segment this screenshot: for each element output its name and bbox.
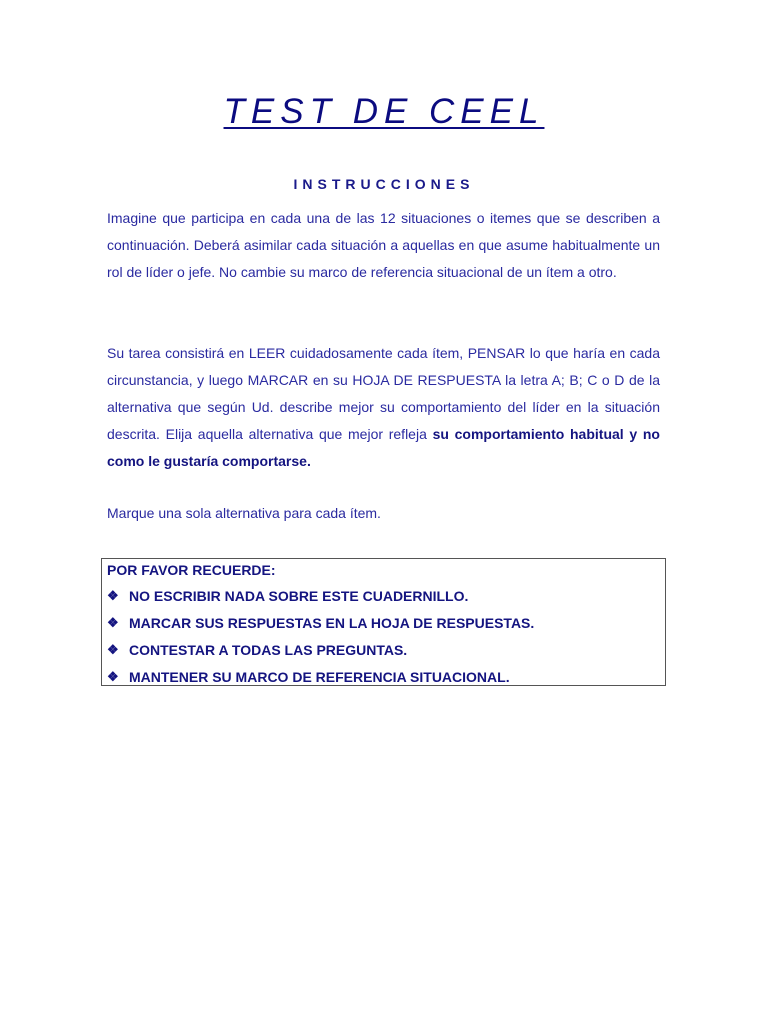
instructions-paragraph-2: [107, 340, 660, 475]
reminder-item-text: MARCAR SUS RESPUESTAS EN LA HOJA DE RESPUESTAS.: [129, 615, 535, 631]
document-title-text: TEST DE CEEL: [223, 92, 545, 131]
reminder-box: [101, 558, 666, 686]
instructions-paragraph-3: Marque una sola alternativa para cada ítem.: [107, 505, 381, 521]
reminder-item: [107, 586, 665, 613]
reminder-item: [107, 640, 665, 667]
reminder-content: [102, 559, 665, 694]
reminder-item-text: NO ESCRIBIR NADA SOBRE ESTE CUADERNILLO.: [129, 588, 469, 604]
reminder-item: [107, 667, 665, 694]
diamond-bullet-icon: ❖: [107, 588, 119, 603]
diamond-bullet-icon: ❖: [107, 642, 119, 657]
document-title: [0, 92, 768, 132]
reminder-title: POR FAVOR RECUERDE:: [107, 562, 276, 578]
reminder-item-text: MANTENER SU MARCO DE REFERENCIA SITUACIONAL.: [129, 669, 510, 685]
reminder-item-text: CONTESTAR A TODAS LAS PREGUNTAS.: [129, 642, 408, 658]
instructions-heading: INSTRUCCIONES: [293, 176, 475, 192]
instructions-paragraph-1: Imagine que participa en cada una de las 12 situaciones o itemes que se describen a continuación. Deberá asimilar cada situación a aquellas en que asume habitualmente un rol de líder o jefe. No cambie su marco de referencia situacional de un ítem a otro.: [107, 210, 660, 280]
instructions-paragraph-2-text: Su tarea consistirá en LEER cuidadosamente cada ítem, PENSAR lo que haría en cada circunstancia, y luego MARCAR en su HOJA DE RESPUESTA la letra A; B; C o D de la alternativa que según Ud. describe mejor su comportamiento del líder en la situación descrita. Elija aquella alternativa que mejor refleja: [107, 345, 660, 442]
diamond-bullet-icon: ❖: [107, 615, 119, 630]
reminder-item: [107, 613, 665, 640]
instructions-paragraph-2-emphasis: su comportamiento habitual y no como le gustaría comportarse.: [107, 426, 660, 469]
diamond-bullet-icon: ❖: [107, 669, 119, 684]
